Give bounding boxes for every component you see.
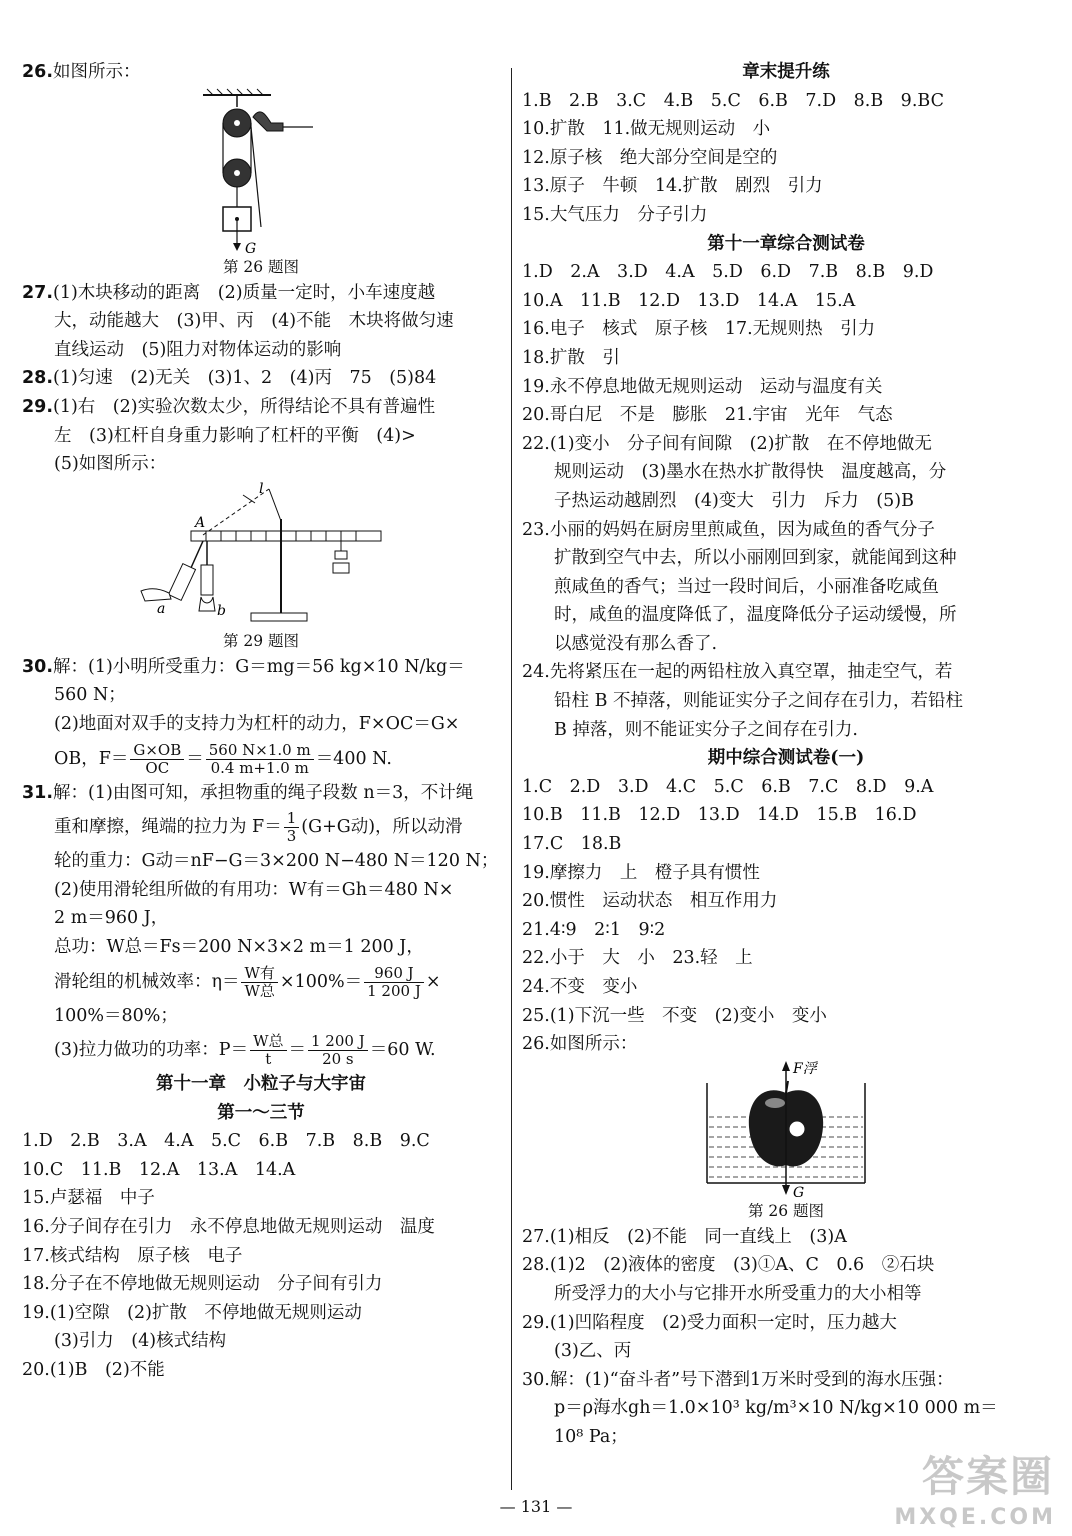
answer-line: 10.扩散 11.做无规则运动 小 — [522, 119, 771, 140]
left-column — [22, 58, 500, 1385]
a-label: a — [157, 600, 166, 617]
answer-line: 10.B 11.B 12.D 13.D 14.D 15.B 16.D — [522, 805, 917, 826]
answer-line: 煎咸鱼的香气；当过一段时间后，小丽准备吃咸鱼 — [554, 576, 939, 597]
q31-line2: 重和摩擦，绳端的拉力为 F＝ $\frac{1}{3}$ (G+G动)，所以动滑 — [54, 809, 463, 846]
answer-line: p＝ρ海水gh＝1.0×10³ kg/m³×10 N/kg×10 000 m＝ — [554, 1398, 998, 1419]
answer-line: 15.卢瑟福 中子 — [22, 1188, 155, 1209]
section-title: 第十一章综合测试卷 — [707, 233, 865, 254]
fig29-caption: 第 29 题图 — [222, 631, 300, 650]
answer-line: 25.(1)下沉一些 不变 (2)变小 变小 — [522, 1005, 827, 1026]
answer-line: 规则运动 (3)墨水在热水扩散得快 温度越高，分 — [554, 462, 947, 483]
answer-line: 23.小丽的妈妈在厨房里煎咸鱼，因为咸鱼的香气分子 — [522, 519, 935, 540]
watermark-url: MXQE.COM — [894, 1505, 1056, 1530]
page-number: — 131 — — [499, 1497, 573, 1516]
answer-line: 1.C 2.D 3.D 4.C 5.C 6.B 7.C 8.D 9.A — [522, 776, 934, 797]
fraction: $\frac{560 N\times 1.0 m}{0.4 m+1.0 m}$ — [206, 742, 314, 777]
f-buoyancy-label: F浮 — [793, 1060, 817, 1077]
answer-line: 19.摩擦力 上 橙子具有惯性 — [522, 862, 760, 883]
fraction: $\frac{\text{W有}}{\text{W总}}$ — [241, 965, 277, 1000]
answer-line: (3)引力 (4)核式结构 — [54, 1331, 227, 1352]
q27-line2: 大，动能越大 (3)甲、丙 (4)不能 木块将做匀速 — [54, 311, 454, 332]
q31-line6: 总功：W总＝Fs＝200 N×3×2 m＝1 200 J， — [54, 936, 424, 957]
q29-line1: 29.(1)右 (2)实验次数太少，所得结论不具有普遍性 — [22, 396, 436, 417]
watermark-logo: 答案圈 — [921, 1452, 1054, 1501]
answer-line: 20.哥白尼 不是 膨胀 21.宇宙 光年 气态 — [522, 405, 893, 426]
q30-line1: 30.解：(1)小明所受重力：G＝mg＝56 kg×10 N/kg＝ — [22, 656, 465, 677]
answer-line: 13.原子 牛顿 14.扩散 剧烈 引力 — [522, 176, 823, 197]
answer-line: 27.(1)相反 (2)不能 同一直线上 (3)A — [522, 1226, 847, 1247]
apple-buoyancy-figure — [701, 1059, 871, 1199]
answer-line: 12.原子核 绝大部分空间是空的 — [522, 147, 778, 168]
q31-line1: 31.解：(1)由图可知，承担物重的绳子段数 n＝3，不计绳 — [22, 782, 474, 803]
answer-line: 所受浮力的大小与它排开水所受重力的大小相等 — [554, 1283, 922, 1304]
fraction: $\frac{1}{3}$ — [284, 810, 300, 845]
answer-line: 以感觉没有那么香了. — [554, 633, 718, 654]
answer-line: 20.惯性 运动状态 相互作用力 — [522, 891, 778, 912]
answer-line: 17.核式结构 原子核 电子 — [22, 1245, 243, 1266]
answer-line: 10⁸ Pa； — [554, 1426, 628, 1447]
answer-line: 16.电子 核式 原子核 17.无规则热 引力 — [522, 319, 876, 340]
answer-line: 21.4∶9 2∶1 9∶2 — [522, 919, 666, 940]
pulley-figure — [201, 87, 321, 255]
q27-line1: 27.(1)木块移动的距离 (2)质量一定时，小车速度越 — [22, 282, 436, 303]
b-label: b — [217, 602, 226, 619]
answer-line: 10.A 11.B 12.D 13.D 14.A 15.A — [522, 290, 856, 311]
answer-line: 时，咸鱼的温度降低了，温度降低分子运动缓慢，所 — [554, 605, 957, 626]
answer-line: 22.小于 大 小 23.轻 上 — [522, 948, 753, 969]
answer-line: 20.(1)B (2)不能 — [22, 1360, 165, 1381]
answer-line: B 掉落，则不能证实分子之间存在引力. — [554, 719, 858, 740]
q30-line3: (2)地面对双手的支持力为杠杆的动力，F×OC＝G× — [54, 713, 460, 734]
chapter11-title: 第十一章 小粒子与大宇宙 — [156, 1074, 366, 1095]
answer-line: 子热运动越剧烈 (4)变大 引力 斥力 (5)B — [554, 490, 914, 511]
q31-line8: 100%＝80%； — [54, 1005, 178, 1026]
right-column — [522, 58, 1050, 1452]
answer-line: 19.永不停息地做无规则运动 运动与温度有关 — [522, 376, 883, 397]
q27-line3: 直线运动 (5)阻力对物体运动的影响 — [54, 339, 342, 360]
q30-line4: OB，F＝ $\frac{G\times OB}{OC}$ ＝ $\frac{560 N\times 1.0 m}{0.4 m+1.0 m}$ ＝400 N. — [54, 740, 392, 777]
answer-line: 15.大气压力 分子引力 — [522, 204, 708, 225]
fraction: $\frac{\text{W总}}{t}$ — [250, 1033, 286, 1068]
answer-line: 18.扩散 引 — [522, 347, 620, 368]
q29-line2: 左 (3)杠杆自身重力影响了杠杆的平衡 (4)> — [54, 425, 416, 446]
answer-line: 铅柱 B 不掉落，则能证实分子之间存在引力，若铅柱 — [554, 691, 963, 712]
q31-line5: 2 m＝960 J， — [54, 908, 169, 929]
chapter11-subtitle: 第一～三节 — [217, 1102, 305, 1123]
q30-line2: 560 N； — [54, 685, 126, 706]
section-title: 章末提升练 — [742, 62, 830, 82]
answer-line: 22.(1)变小 分子间有间隙 (2)扩散 在不停地做无 — [522, 433, 932, 454]
answer-line: 1.D 2.A 3.D 4.A 5.D 6.D 7.B 8.B 9.D — [522, 262, 934, 283]
answer-line: 16.分子间存在引力 永不停息地做无规则运动 温度 — [22, 1217, 435, 1238]
answer-line: 28.(1)2 (2)液体的密度 (3)①A、C 0.6 ②石块 — [522, 1255, 935, 1276]
answer-line: 17.C 18.B — [522, 834, 622, 855]
q31-line9: (3)拉力做功的功率：P＝ $\frac{\text{W总}}{t}$ ＝ $\frac{1 200 J}{20 s}$ ＝60 W. — [54, 1032, 436, 1069]
a-point-label: A — [195, 514, 206, 531]
answer-line: 19.(1)空隙 (2)扩散 不停地做无规则运动 — [22, 1302, 362, 1323]
l-label: l — [259, 480, 264, 497]
answer-line: 24.不变 变小 — [522, 977, 638, 997]
q31-line7: 滑轮组的机械效率：η＝ $\frac{\text{W有}}{\text{W总}}$ ×100%＝ $\frac{960 J}{1 200 J}$ × — [54, 963, 441, 1000]
lever-figure — [131, 479, 391, 629]
answer-line: 18.分子在不停地做无规则运动 分子间有引力 — [22, 1274, 383, 1295]
answer-line: (3)乙、丙 — [554, 1341, 632, 1362]
answer-line: 29.(1)凹陷程度 (2)受力面积一定时，压力越大 — [522, 1312, 897, 1333]
answer-line: 24.先将紧压在一起的两铅柱放入真空罩，抽走空气，若 — [522, 662, 953, 683]
answer-line: 1.B 2.B 3.C 4.B 5.C 6.B 7.D 8.B 9.BC — [522, 90, 944, 111]
fig26-caption: 第 26 题图 — [222, 257, 300, 276]
q26-line: 26.如图所示： — [22, 62, 141, 82]
q31-line3: 轮的重力：G动＝nF−G＝3×200 N−480 N＝120 N； — [54, 851, 499, 872]
fraction: $\frac{1 200 J}{20 s}$ — [308, 1033, 368, 1068]
section-title: 期中综合测试卷(一) — [707, 748, 865, 769]
g-label: G — [245, 240, 257, 255]
column-divider — [511, 68, 512, 1490]
answer-line: 1.D 2.B 3.A 4.A 5.C 6.B 7.B 8.B 9.C — [22, 1131, 430, 1152]
q31-line4: (2)使用滑轮组所做的有用功：W有＝Gh＝480 N× — [54, 879, 454, 900]
fig26b-caption: 第 26 题图 — [747, 1201, 825, 1220]
q28-line: 28.(1)匀速 (2)无关 (3)1、2 (4)丙 75 (5)84 — [22, 368, 437, 389]
q29-line3: (5)如图所示： — [54, 454, 167, 475]
answer-line: 扩散到空气中去，所以小丽刚回到家，就能闻到这种 — [554, 548, 957, 569]
fraction: $\frac{960 J}{1 200 J}$ — [364, 965, 424, 1000]
g-weight-label: G — [793, 1184, 805, 1199]
answer-line: 26.如图所示： — [522, 1034, 638, 1055]
fraction: $\frac{G\times OB}{OC}$ — [130, 742, 184, 777]
answer-line: 30.解：(1)“奋斗者”号下潜到1万米时受到的海水压强： — [522, 1369, 954, 1390]
answer-line: 10.C 11.B 12.A 13.A 14.A — [22, 1159, 296, 1180]
